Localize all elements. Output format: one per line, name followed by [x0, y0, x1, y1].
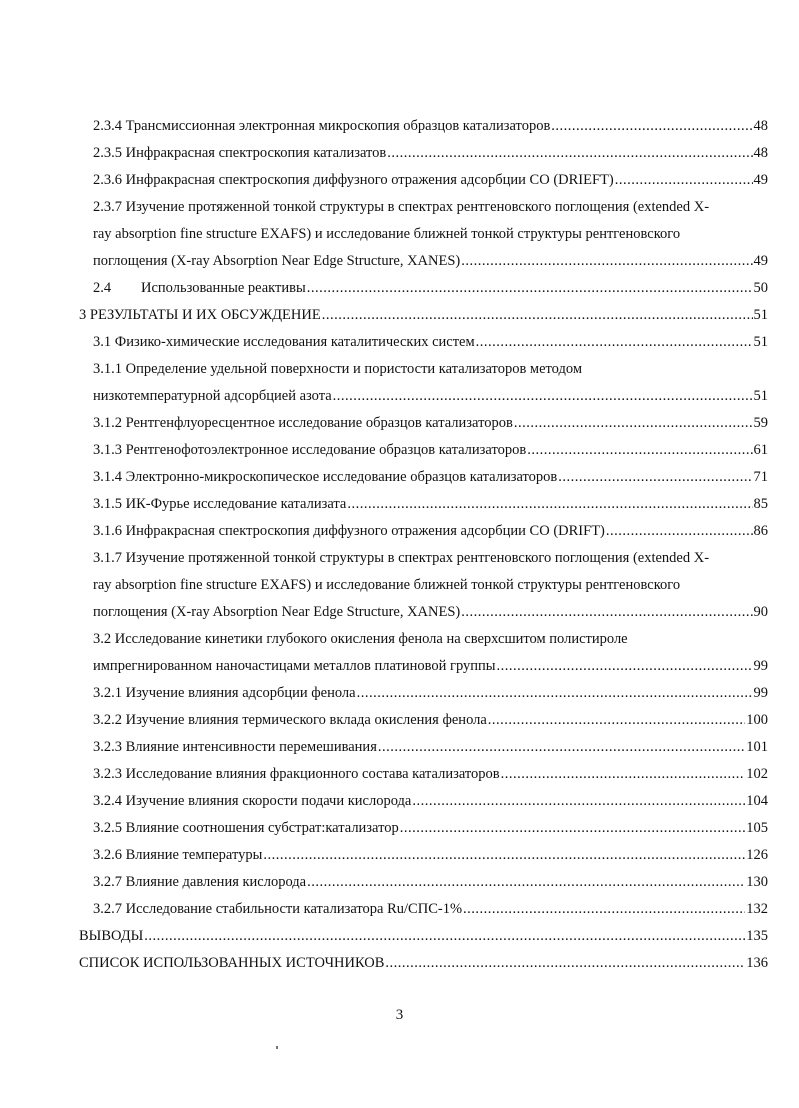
toc-entry-text: 3.2.7 Исследование стабильности катализатора Ru/СПС-1% [93, 901, 463, 917]
toc-entry [93, 869, 768, 896]
scan-speck [276, 1046, 278, 1049]
toc-entry [93, 761, 768, 788]
toc-entry-text: ВЫВОДЫ [79, 928, 144, 944]
toc-entry-title [79, 950, 384, 977]
toc-entry [93, 842, 768, 869]
toc-page-number: 104 [746, 793, 768, 809]
toc-page-number: 132 [746, 901, 768, 917]
toc-entry-title [79, 923, 143, 950]
toc-leader-dots [463, 896, 745, 923]
toc-page-number: 100 [746, 712, 768, 728]
toc-entry [93, 896, 768, 923]
toc-entry-title [93, 491, 346, 518]
toc-leader-dots [527, 437, 752, 464]
toc-entry-text: импрегнированном наночастицами металлов платиновой группы [93, 658, 496, 674]
toc-leader-dots [551, 113, 752, 140]
toc-entry [93, 464, 768, 491]
toc-entry [93, 707, 768, 734]
toc-entry-text: 3 РЕЗУЛЬТАТЫ И ИХ ОБСУЖДЕНИЕ [79, 307, 321, 323]
toc-leader-dots [461, 248, 752, 275]
toc-entry-text: СПИСОК ИСПОЛЬЗОВАННЫХ ИСТОЧНИКОВ [79, 955, 385, 971]
toc-leader-dots [347, 491, 752, 518]
toc-leader-dots [144, 923, 745, 950]
toc-page-number: 99 [753, 658, 768, 674]
toc-leader-dots [357, 680, 753, 707]
toc-entry-title [79, 302, 321, 329]
toc-entry [79, 923, 768, 950]
toc-entry [93, 113, 768, 140]
toc-page-number: 102 [746, 766, 768, 782]
toc-leader-dots [497, 653, 753, 680]
toc-entry-title [93, 896, 462, 923]
page-number: 3 [395, 1007, 404, 1023]
toc-leader-dots [615, 167, 753, 194]
toc-page-number: 71 [753, 469, 768, 485]
toc-entry-text: 3.2.3 Исследование влияния фракционного состава катализаторов [93, 766, 500, 782]
toc-entry-line: ray absorption fine structure EXAFS) и исследование ближней тонкой структуры рентгеновского [93, 577, 681, 593]
toc-page-number: 49 [753, 253, 768, 269]
toc-leader-dots [514, 410, 753, 437]
toc-entry-line: 3.2 Исследование кинетики глубокого окисления фенола на сверхсшитом полистироле [93, 631, 628, 647]
toc-leader-dots [263, 842, 745, 869]
toc-entry-title [93, 518, 605, 545]
toc-entry-text: 3.1.3 Рентгенофотоэлектронное исследование образцов катализаторов [93, 442, 527, 458]
toc-entry-text: 2.3.5 Инфракрасная спектроскопия катализатов [93, 145, 387, 161]
toc-entry-title [93, 275, 306, 302]
toc-entry [93, 491, 768, 518]
toc-entry-title [93, 410, 513, 437]
toc-entry-title [93, 113, 550, 140]
toc-entry-title [93, 248, 460, 275]
toc-page-number: 51 [753, 388, 768, 404]
toc-page-number: 51 [753, 334, 768, 350]
toc-entry-line: 3.1.1 Определение удельной поверхности и пористости катализаторов методом [93, 361, 583, 377]
toc-leader-dots [333, 383, 753, 410]
toc-entry [93, 680, 768, 707]
toc-page-number: 126 [746, 847, 768, 863]
toc-page-number: 61 [753, 442, 768, 458]
toc-entry-title [93, 599, 460, 626]
toc-entry-title [93, 761, 500, 788]
toc-page-number: 99 [753, 685, 768, 701]
toc-entry-line: ray absorption fine structure EXAFS) и исследование ближней тонкой структуры рентгеновского [93, 226, 681, 242]
toc-page-number: 48 [753, 145, 768, 161]
toc-leader-dots [378, 734, 745, 761]
toc-entry-title [93, 869, 306, 896]
toc-entry [93, 167, 768, 194]
toc-entry-title [93, 383, 332, 410]
toc-entry [93, 788, 768, 815]
toc-page-number: 49 [753, 172, 768, 188]
toc-entry [79, 302, 768, 329]
toc-page-number: 105 [746, 820, 768, 836]
toc-entry-text: 3.2.2 Изучение влияния термического вклада окисления фенола [93, 712, 487, 728]
toc-entry-text: низкотемпературной адсорбцией азота [93, 388, 332, 404]
toc-leader-dots [558, 464, 752, 491]
toc-entry-text: 3.2.6 Влияние температуры [93, 847, 263, 863]
toc-entry-text: 3.1.2 Рентгенфлуоресцентное исследование образцов катализаторов [93, 415, 513, 431]
toc-page-number: 136 [746, 955, 768, 971]
toc-leader-dots [488, 707, 745, 734]
toc-entry-text: 3.2.5 Влияние соотношения субстрат:катализатор [93, 820, 399, 836]
toc-entry-text: 3.2.1 Изучение влияния адсорбции фенола [93, 685, 356, 701]
toc-entry-text: 3.1 Физико-химические исследования каталитических систем [93, 334, 475, 350]
toc-entry-line: 2.3.7 Изучение протяженной тонкой структуры в спектрах рентгеновского поглощения (extended X- [93, 199, 710, 215]
toc-entry-text: 2.3.6 Инфракрасная спектроскопия диффузного отражения адсорбции СО (DRIEFT) [93, 172, 614, 188]
toc-entry-title [93, 734, 377, 761]
toc-page-number: 130 [746, 874, 768, 890]
toc-leader-dots [385, 950, 745, 977]
toc-entry [93, 815, 768, 842]
toc-leader-dots [400, 815, 746, 842]
toc-entry-text: 3.1.4 Электронно-микроскопическое исследование образцов катализаторов [93, 469, 558, 485]
toc-entry [93, 140, 768, 167]
toc-entry-title [93, 815, 399, 842]
toc-page-number: 51 [753, 307, 768, 323]
toc-entry-text: поглощения (X-ray Absorption Near Edge Structure, XANES) [93, 604, 461, 620]
toc-entry-title [93, 842, 262, 869]
toc-entry [93, 626, 768, 680]
toc-leader-dots [476, 329, 753, 356]
toc-entry-text: 3.2.7 Влияние давления кислорода [93, 874, 307, 890]
toc-entry-number: 2.4 [93, 280, 112, 296]
toc-entry [79, 950, 768, 977]
toc-entry-text: 3.1.6 Инфракрасная спектроскопия диффузного отражения адсорбции СО (DRIFT) [93, 523, 605, 539]
toc-entry-text: 3.2.4 Изучение влияния скорости подачи кислорода [93, 793, 412, 809]
toc-entry-text: Использованные реактивы [141, 280, 306, 296]
toc-entry-text: 3.1.5 ИК-Фурье исследование катализата [93, 496, 347, 512]
toc-leader-dots [322, 302, 753, 329]
toc-leader-dots [412, 788, 745, 815]
toc-entry-text: поглощения (X-ray Absorption Near Edge Structure, XANES) [93, 253, 461, 269]
toc-entry-text: 3.2.3 Влияние интенсивности перемешивания [93, 739, 377, 755]
toc-entry-title [93, 464, 557, 491]
toc-page-number: 135 [746, 928, 768, 944]
toc-leader-dots [387, 140, 752, 167]
toc-page-number: 86 [753, 523, 768, 539]
toc-entry-title [93, 680, 356, 707]
toc-entry-title [93, 167, 614, 194]
toc-leader-dots [461, 599, 752, 626]
toc-entry [93, 410, 768, 437]
toc-entry-text: 2.3.4 Трансмиссионная электронная микроскопия образцов катализаторов [93, 118, 551, 134]
toc-entry [93, 194, 768, 275]
toc-page-number: 90 [753, 604, 768, 620]
toc-entry [93, 734, 768, 761]
toc-entry-title [93, 140, 386, 167]
toc-page-number: 50 [753, 280, 768, 296]
toc-entry-line: 3.1.7 Изучение протяженной тонкой структуры в спектрах рентгеновского поглощения (extended X- [93, 550, 710, 566]
toc-page-number: 85 [753, 496, 768, 512]
toc-entry [93, 437, 768, 464]
toc-page-number: 59 [753, 415, 768, 431]
toc-leader-dots [307, 869, 745, 896]
toc-entry [93, 329, 768, 356]
toc-entry [93, 518, 768, 545]
toc-leader-dots [501, 761, 746, 788]
toc-leader-dots [606, 518, 753, 545]
toc-leader-dots [307, 275, 753, 302]
toc-entry-title [93, 788, 411, 815]
toc-entry-title [93, 653, 496, 680]
toc-page-number: 101 [746, 739, 768, 755]
toc-page-number: 48 [753, 118, 768, 134]
toc-entry-title [93, 707, 487, 734]
toc-entry [93, 356, 768, 410]
toc-entry-title [93, 437, 526, 464]
toc-entry-title [93, 329, 475, 356]
toc-entry [93, 275, 768, 302]
toc-entry [93, 545, 768, 626]
